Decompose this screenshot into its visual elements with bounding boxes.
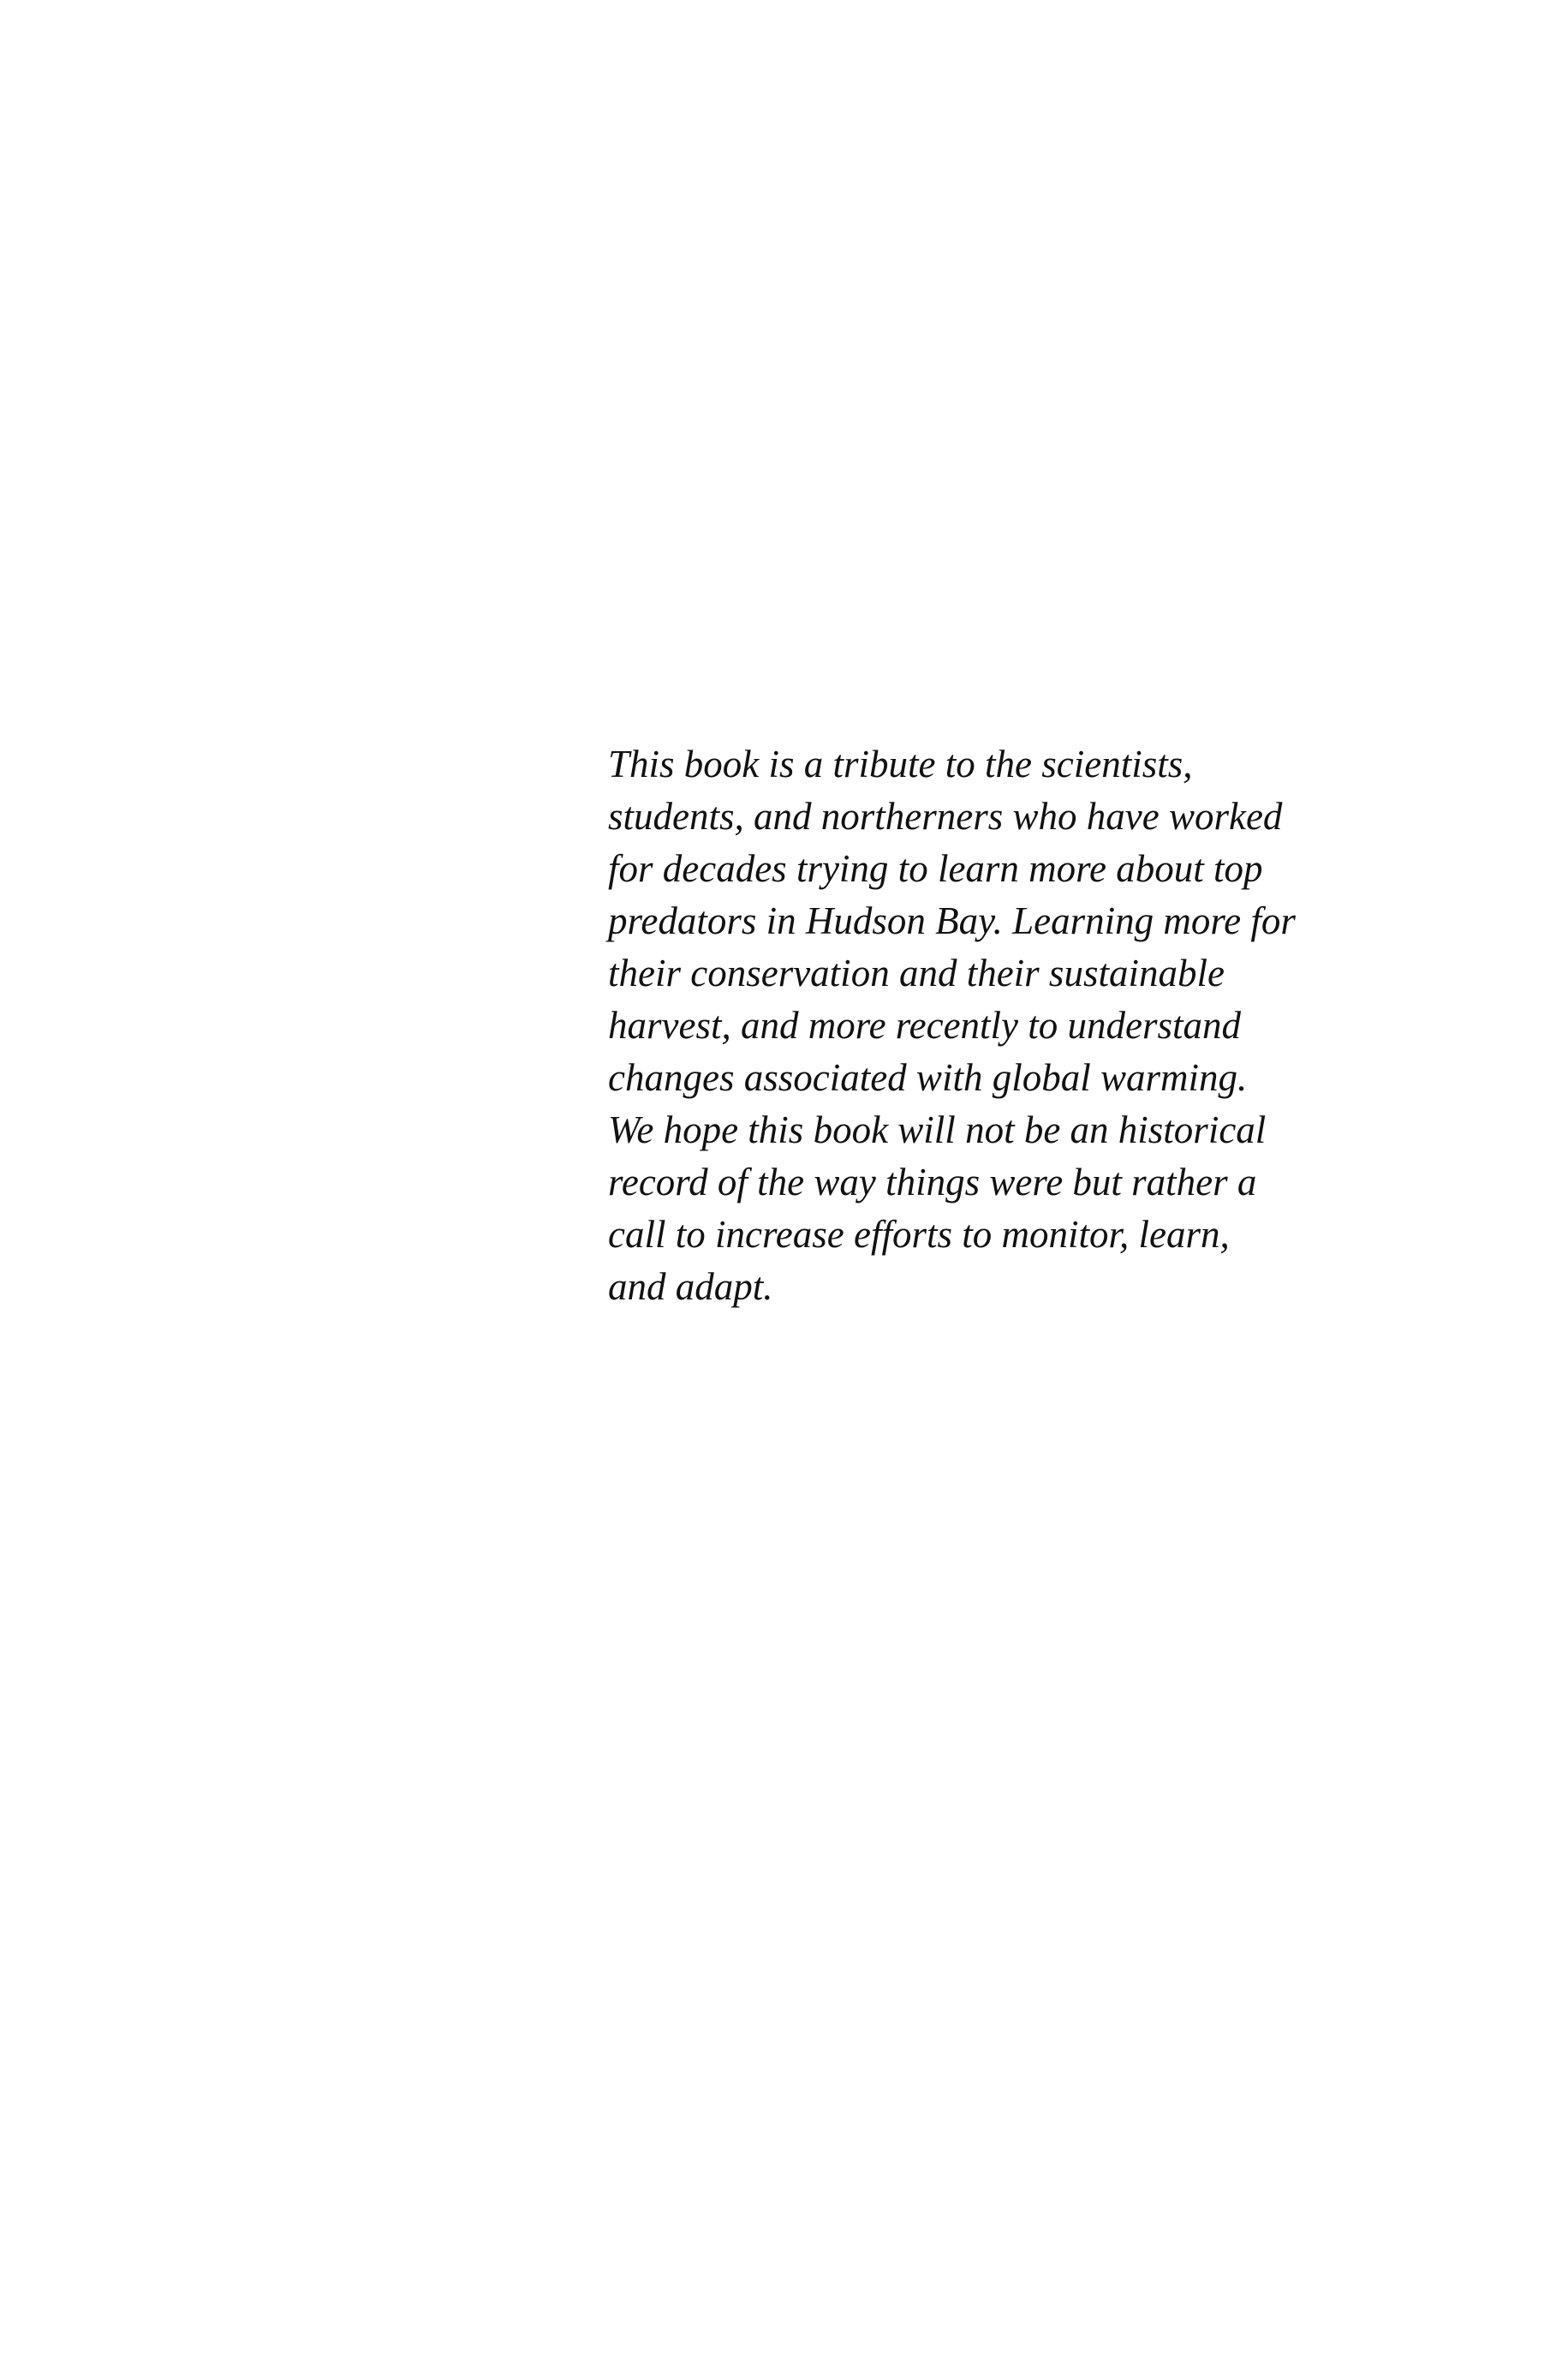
dedication-line: call to increase efforts to monitor, learn,	[608, 1213, 1230, 1256]
dedication-line: predators in Hudson Bay. Learning more for	[608, 899, 1296, 942]
dedication-line: students, and northerners who have worked	[608, 795, 1283, 838]
dedication-line: This book is a tribute to the scientists,	[608, 743, 1193, 785]
dedication-line: record of the way things were but rather a	[608, 1161, 1257, 1203]
dedication-line: changes associated with global warming.	[608, 1056, 1248, 1099]
dedication-text	[608, 738, 1447, 1313]
dedication-line: and adapt.	[608, 1265, 773, 1308]
dedication-line: for decades trying to learn more about top	[608, 847, 1263, 890]
dedication-line: We hope this book will not be an historical	[608, 1108, 1267, 1151]
dedication-line: harvest, and more recently to understand	[608, 1004, 1242, 1047]
dedication-line: their conservation and their sustainable	[608, 952, 1225, 994]
